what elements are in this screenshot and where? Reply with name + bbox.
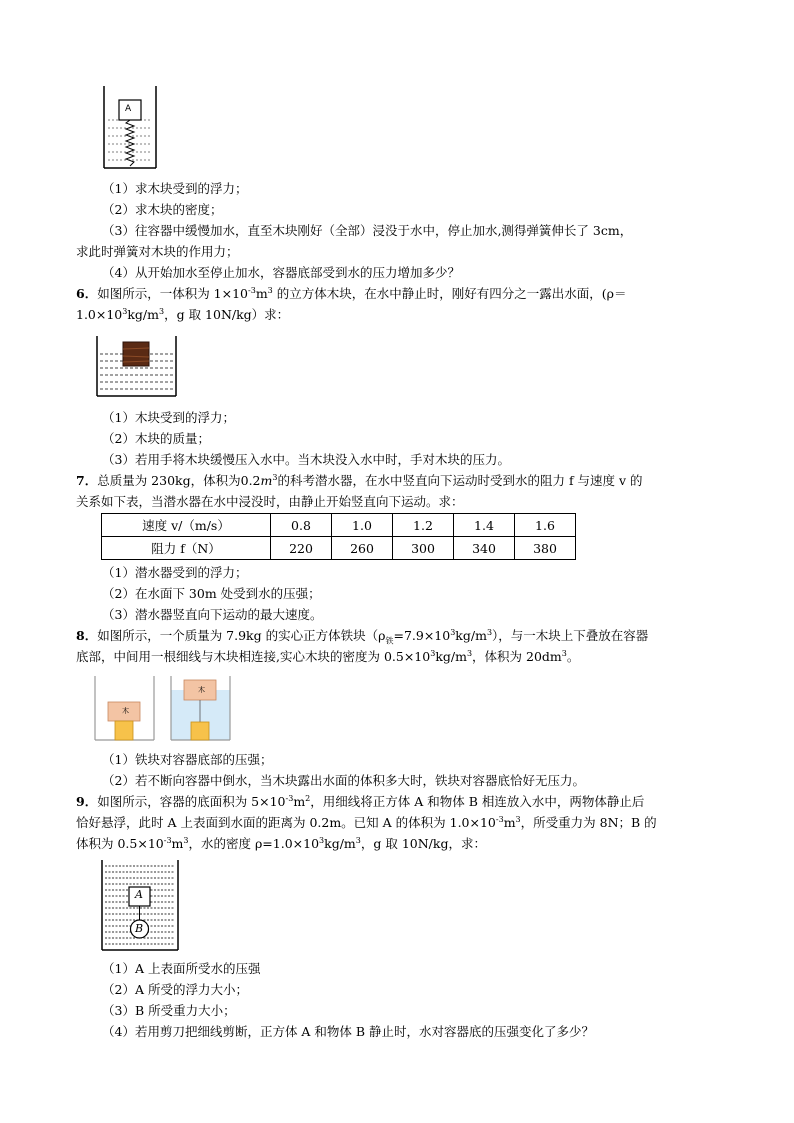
q5-figure-container-spring: [100, 86, 160, 170]
q7-part3: （3）潜水器竖直向下运动的最大速度。: [102, 607, 323, 622]
q6-text: 的立方体木块，在水中静止时，刚好有四分之一露出水面，(ρ＝: [272, 286, 627, 301]
table-header-cell: 阻力 f（N）: [102, 537, 271, 560]
q9-exp: -3: [163, 835, 172, 845]
q8-exp: 3: [430, 648, 436, 658]
q8-text: ），与一木块上下叠放在容器: [492, 628, 649, 643]
q6-figure-container-wood: [96, 336, 178, 398]
q6-exp: 3: [267, 285, 273, 295]
q5-part1: （1）求木块受到的浮力；: [102, 181, 248, 196]
q9-figure-container: [100, 860, 180, 952]
q8-exp: 3: [450, 627, 456, 637]
table-cell: 340: [454, 537, 515, 560]
q9-stem-line2: [76, 815, 657, 831]
q9-text: 体积为 0.5×10: [76, 836, 164, 851]
table-row: [102, 537, 576, 560]
table-cell: 1.6: [515, 514, 576, 537]
q6-text: 如图所示，一体积为 1×10: [97, 286, 249, 301]
q8-text: kg/m: [455, 628, 487, 643]
q8-part1: （1）铁块对容器底部的压强；: [102, 752, 273, 767]
q5-part3b: 求此时弹簧对木块的作用力；: [76, 244, 239, 259]
q8-exp: 3: [486, 627, 493, 637]
q6-exp: 3: [122, 306, 128, 316]
q7-stem-line1: [76, 473, 643, 489]
table-cell: 300: [393, 537, 454, 560]
q6-number: 6．: [76, 286, 98, 301]
q9-exp: -3: [285, 793, 294, 803]
q7-text: 0.2: [240, 473, 261, 488]
q8-text: kg/m: [435, 649, 467, 664]
q7-part1: （1）潜水器受到的浮力；: [102, 565, 248, 580]
q8-right-wood-label: 木: [198, 686, 205, 694]
q9-part3: （3）B 所受重力大小；: [102, 1003, 236, 1018]
q7-stem-line2: 关系如下表，当潜水器在水中浸没时，由静止开始竖直向下运动。求：: [76, 494, 464, 509]
q6-text: kg/m: [127, 307, 159, 322]
q8-text: 如图所示，一个质量为 7.9kg 的实心正方体铁块（ρ: [97, 628, 386, 643]
q7-text: 总质量为 230kg，体积为: [97, 473, 241, 488]
table-cell: 260: [332, 537, 393, 560]
table-row: [102, 514, 576, 537]
q9-stem-line3: [76, 836, 486, 852]
q7-exp: 3: [272, 472, 278, 482]
q9-text: m: [171, 836, 184, 851]
q8-text: 。: [566, 649, 580, 664]
q8-number: 8．: [76, 628, 98, 643]
q9-text: 如图所示，容器的底面积为 5×10: [97, 794, 286, 809]
q8-exp: 3: [561, 648, 567, 658]
q9-number: 9．: [76, 794, 98, 809]
q8-stem-line2: [76, 649, 579, 665]
q9-text: ，水的密度 ρ=1.0×10: [188, 836, 320, 851]
table-header-cell: 速度 v/（m/s）: [102, 514, 271, 537]
q5-part2: （2）求木块的密度；: [102, 202, 223, 217]
q9-exp: -3: [495, 814, 504, 824]
q9-text: kg/m: [324, 836, 356, 851]
q9-part1: （1）A 上表面所受水的压强: [102, 961, 261, 976]
q8-text: =7.9×10: [393, 628, 451, 643]
q8-left-wood-label: 木: [122, 707, 129, 715]
q9-exp: 2: [305, 793, 311, 803]
q7-part2: （2）在水面下 30m 处受到水的压强；: [102, 586, 321, 601]
table-cell: 220: [271, 537, 332, 560]
q8-part2: （2）若不断向容器中倒水，当木块露出水面的体积多大时，铁块对容器底恰好无压力。: [102, 773, 585, 788]
table-cell: 1.4: [454, 514, 515, 537]
q5-part4: （4）从开始加水至停止加水，容器底部受到水的压力增加多少？: [102, 265, 460, 280]
table-cell: 0.8: [271, 514, 332, 537]
q9-text: m: [293, 794, 306, 809]
q9-text: m: [503, 815, 516, 830]
q9-figure-label-b: B: [135, 922, 144, 935]
q9-exp: 3: [319, 835, 325, 845]
q9-exp: 3: [515, 814, 521, 824]
table-cell: 380: [515, 537, 576, 560]
q5-figure-label: A: [125, 104, 132, 114]
q5-part3a: （3）往容器中缓慢加水，直至木块刚好（全部）浸没于水中，停止加水,测得弹簧伸长了 3cm，: [102, 223, 633, 238]
q8-text: 底部，中间用一根细线与木块相连接,实心木块的密度为 0.5×10: [76, 649, 431, 664]
q9-text: ，用细线将正方体 A 和物体 B 相连放入水中，两物体静止后: [310, 794, 645, 809]
q7-number: 7．: [76, 473, 98, 488]
q9-text: ，g 取 10N/kg，求：: [360, 836, 486, 851]
q9-part4: （4）若用剪刀把细线剪断，正方体 A 和物体 B 静止时，水对容器底的压强变化了多少？: [102, 1024, 595, 1039]
q9-figure-label-a: A: [135, 888, 143, 901]
q7-text: 的科考潜水器，在水中竖直向下运动时受到水的阻力 f 与速度 v 的: [277, 473, 643, 488]
q6-part3: （3）若用手将木块缓慢压入水中。当木块没入水中时，手对木块的压力。: [102, 452, 510, 467]
q6-exp: 3: [159, 306, 165, 316]
q9-stem-line1: [76, 794, 644, 810]
q6-stem-line1: [76, 286, 626, 302]
q6-text: m: [255, 286, 268, 301]
q6-text: 1.0×10: [76, 307, 123, 322]
table-cell: 1.0: [332, 514, 393, 537]
q6-text: ，g 取 10N/kg）求：: [164, 307, 290, 322]
q6-stem-line2: [76, 307, 289, 323]
q8-stem-line1: [76, 628, 648, 644]
q8-text: ，体积为 20dm: [472, 649, 562, 664]
q7-text: m: [260, 473, 273, 488]
q8-sub: 铁: [385, 636, 394, 646]
q6-part1: （1）木块受到的浮力；: [102, 410, 235, 425]
q6-part2: （2）木块的质量；: [102, 431, 210, 446]
q9-part2: （2）A 所受的浮力大小；: [102, 982, 248, 997]
q7-speed-resistance-table: [101, 513, 576, 560]
q9-exp: 3: [355, 835, 361, 845]
q9-text: 恰好悬浮，此时 A 上表面到水面的距离为 0.2m。已知 A 的体积为 1.0×10: [76, 815, 496, 830]
q8-exp: 3: [466, 648, 473, 658]
q9-text: ，所受重力为 8N；B 的: [520, 815, 657, 830]
table-cell: 1.2: [393, 514, 454, 537]
q6-exp: -3: [248, 285, 256, 295]
q9-exp: 3: [183, 835, 189, 845]
